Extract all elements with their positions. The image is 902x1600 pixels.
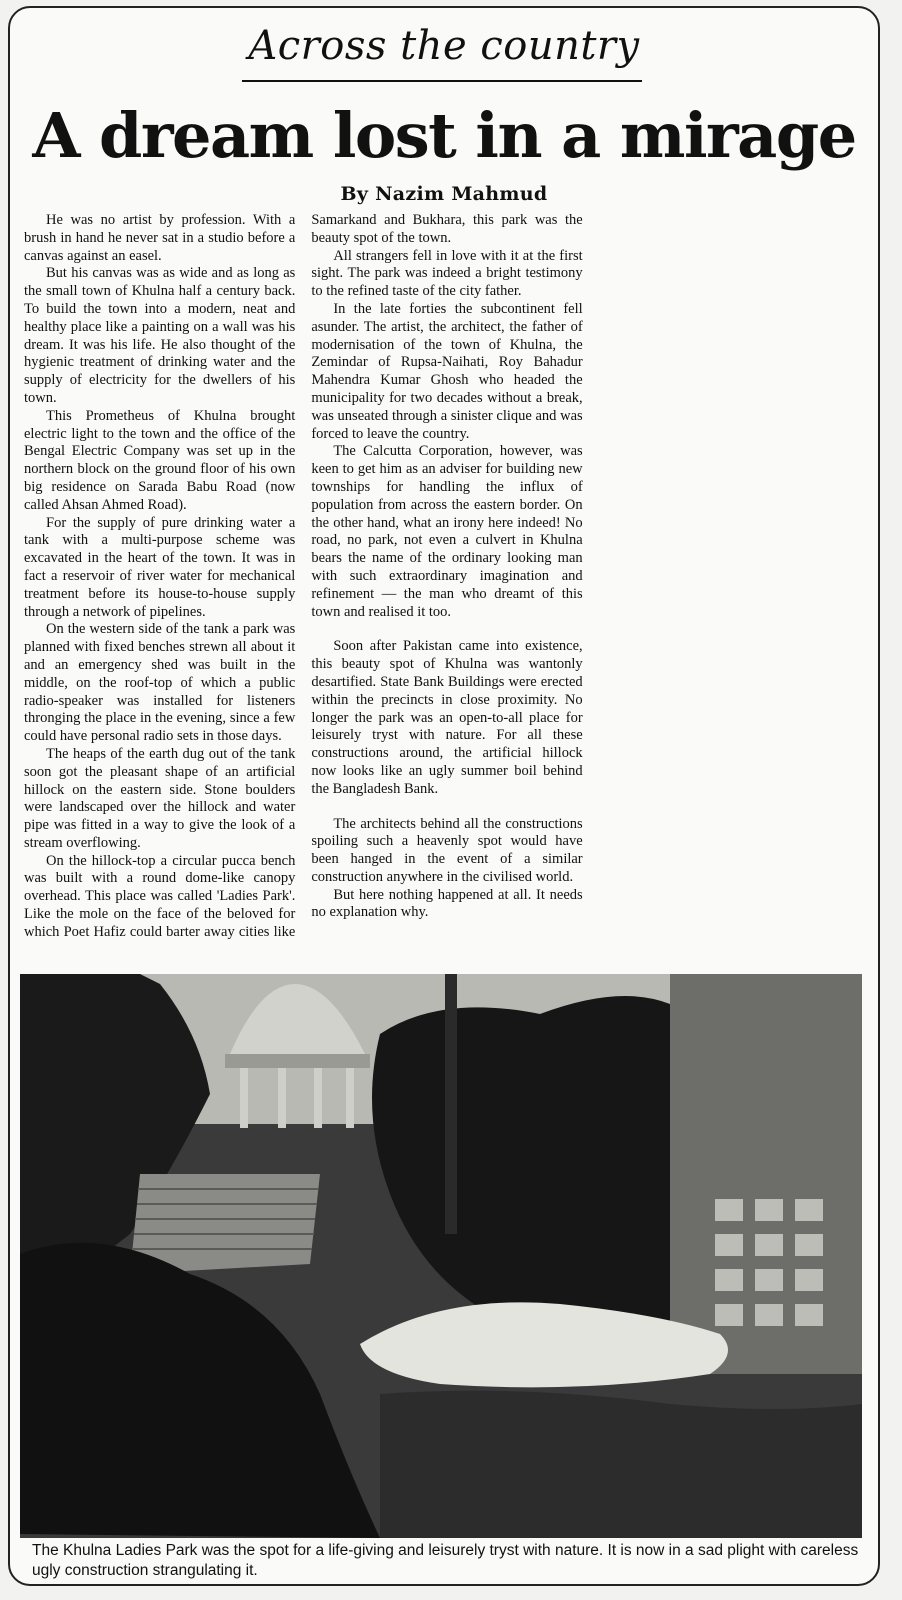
article-paragraph: This Prometheus of Khulna brought electric light to the town and the office of the Bengal Electric Company was set up in the northern block on the ground floor of his own big residence on Sarada Babu Road (now called Ahsan Ahmed Road). — [24, 407, 296, 513]
article-paragraph: Soon after Pakistan came into existence, this beauty spot of Khulna was wantonly desartified. State Bank Buildings were erected within the precincts in close proximity. No longer the park was an open-to-all place for leisurely tryst with nature. For all these constructions around, the artificial hillock now looks like an ugly summer boil behind the Bangladesh Bank. — [311, 638, 583, 797]
headline: A dream lost in a mirage — [32, 99, 856, 172]
article-paragraph: The heaps of the earth dug out of the tank soon got the pleasant shape of an artificial hillock on the eastern side. Stone boulders were landscaped over the hillock and water pipe was fitted in a way to give the look of a stream overflowing. — [24, 745, 296, 851]
article-paragraph: The architects behind all the constructions spoiling such a heavenly spot would have been hanged in the event of a similar construction anywhere in the civilised world. — [311, 815, 583, 885]
park-photo — [20, 974, 862, 1538]
article-paragraph: On the western side of the tank a park was planned with fixed benches strewn all about it and an emergency shed was built in the middle, on the roof-top of which a public radio-speaker was installed for listeners thronging the place in the evening, since a few could have personal radio sets in those days. — [24, 621, 296, 745]
newspaper-page — [8, 6, 880, 1586]
section-kicker: Across the country — [248, 23, 640, 69]
article-body — [24, 212, 870, 974]
byline: By Nazim Mahmud — [340, 183, 548, 205]
article-paragraph: On the hillock-top a circular pucca bench was built with a round dome-like canopy overhead. This place was called 'Ladies Park'. Like the mole on the face of the beloved for which Poet Hafiz could barter away cities like Samarkand and Bukhara, this park was the beauty spot of the town. — [24, 212, 583, 940]
article-paragraph: In the late forties the subcontinent fell asunder. The artist, the architect, the father of modernisation of the town of Khulna, the Zemindar of Rupsa-Naihati, Roy Bahadur Mahendra Kumar Ghosh who headed the municipality for two decades without a break, was unseated through a sinister clique and was forced to leave the country. — [311, 300, 583, 442]
photo-caption: The Khulna Ladies Park was the spot for a life-giving and leisurely tryst with nature. It is now in a sad plight with careless ugly construction strangulating it. — [32, 1542, 859, 1579]
article-paragraph: But here nothing happened at all. It needs no explanation why. — [311, 886, 583, 921]
article-paragraph: For the supply of pure drinking water a tank with a multi-purpose scheme was excavated in the heart of the town. It was in fact a reservoir of river water for mechanical treatment before its house-to-house supply through a network of pipelines. — [24, 514, 296, 620]
park-photo-illustration — [20, 974, 862, 1538]
kicker-rule — [242, 80, 642, 82]
article-paragraph: The Calcutta Corporation, however, was keen to get him as an adviser for building new townships for handling the influx of population from across the eastern border. On the other hand, what an irony here indeed! No road, no park, not even a culvert in Khulna bears the name of the ordinary looking man with such extraordinary imagination and refinement — the man who dreamt of this town and realised it too. — [311, 443, 583, 620]
article-paragraph: But his canvas was as wide and as long as the small town of Khulna half a century back. To build the town into a modern, neat and healthy place like a painting on a wall was his dream. It was his life. He also thought of the hygienic treatment of drinking water and the supply of electricity for the dwellers of his town. — [24, 265, 296, 406]
article-paragraph: He was no artist by profession. With a brush in hand he never sat in a studio before a canvas against an easel. — [24, 212, 296, 264]
article-paragraph: All strangers fell in love with it at the first sight. The park was indeed a bright testimony to the refined taste of the city father. — [311, 247, 583, 300]
